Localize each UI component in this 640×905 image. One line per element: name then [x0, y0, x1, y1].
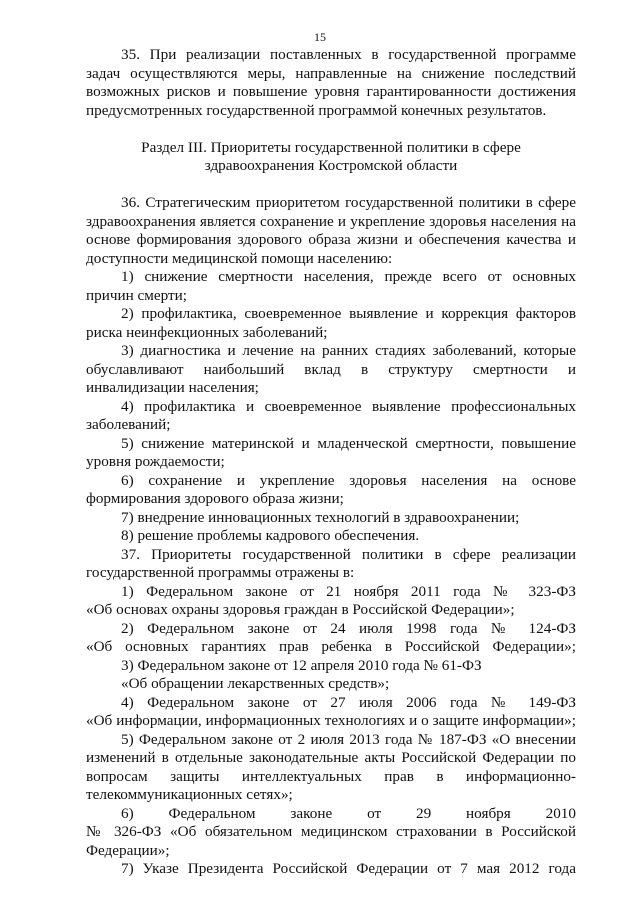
text-line: телекоммуникационных сетях»;: [86, 786, 293, 803]
text-line: 4) Федеральном законе от 27 июля 2006 года № 149-ФЗ: [121, 693, 576, 711]
text-line: 2) профилактика, своевременное выявление и коррекция факторов: [121, 305, 576, 322]
text-line: 3) диагностика и лечение на ранних стадиях заболеваний, которые: [121, 342, 576, 359]
text-line: возможных рисков и повышение уровня гарантированности достижения: [86, 83, 576, 100]
text-line: уровня рождаемости;: [86, 453, 225, 470]
text-line: Федерации»;: [86, 841, 170, 859]
text-line: вопросам защиты интеллектуальных прав в информационно-: [86, 767, 576, 785]
text-line: причин смерти;: [86, 286, 188, 304]
text-line: 1) снижение смертности населения, прежде всего от основных: [121, 268, 576, 285]
text-line: изменений в отдельные законодательные акты Российской Федерации по: [86, 749, 576, 766]
text-line: обуславливают наибольший вклад в структуру смертности и: [86, 360, 576, 378]
text-line: 37. Приоритеты государственной политики в сфере реализации: [121, 545, 576, 563]
text-line: «Об основах охраны здоровья граждан в Российской Федерации»;: [86, 601, 515, 618]
text-line: основе формирования здорового образа жизни и обеспечения качества и: [86, 231, 576, 248]
text-line: 2) Федеральном законе от 24 июля 1998 года № 124-ФЗ: [121, 619, 576, 637]
text-line: «Об основных гарантиях прав ребенка в Российской Федерации»;: [86, 638, 576, 655]
text-line: 1) Федеральном законе от 21 ноября 2011 года № 323-ФЗ: [121, 582, 576, 600]
text-line: 6) Федеральном законе от 29 ноября 2010: [121, 804, 576, 822]
text-line: 5) снижение материнской и младенческой смертности, повышение: [121, 434, 576, 452]
section-heading-line: Раздел III. Приоритеты государственной политики в сфере: [141, 138, 521, 156]
text-line: риска неинфекционных заболеваний;: [86, 323, 328, 341]
text-line: доступности медицинской помощи населению:: [86, 249, 393, 267]
text-line: 36. Стратегическим приоритетом государственной политики в сфере: [121, 194, 576, 211]
text-line: 7) внедрение инновационных технологий в здравоохранении;: [121, 508, 520, 526]
text-line: заболеваний;: [86, 416, 171, 433]
text-line: задач осуществляются меры, направленные на снижение последствий: [86, 64, 576, 82]
page-number: 15: [314, 30, 326, 44]
text-line: 6) сохранение и укрепление здоровья населения на основе: [121, 471, 576, 489]
text-line: предусмотренных государственной программой конечных результатов.: [86, 101, 547, 119]
text-line: формирования здорового образа жизни;: [86, 490, 344, 507]
text-line: 35. При реализации поставленных в государственной программе: [121, 46, 576, 63]
text-line: «Об информации, информационных технологиях и о защите информации»;: [86, 712, 576, 729]
text-line: здравоохранения является сохранение и укрепление здоровья населения на: [86, 212, 576, 230]
text-line: № 326-ФЗ «Об обязательном медицинском страховании в Российской: [86, 823, 576, 840]
text-line: 7) Указе Президента Российской Федерации от 7 мая 2012 года: [121, 860, 576, 877]
text-line: 4) профилактика и своевременное выявление профессиональных: [121, 397, 576, 415]
text-line: «Об обращении лекарственных средств»;: [121, 675, 390, 692]
text-line: 8) решение проблемы кадрового обеспечения.: [121, 527, 420, 544]
text-line: государственной программы отражены в:: [86, 564, 355, 581]
paragraph-gap: [86, 120, 576, 139]
document-body: [86, 46, 576, 879]
paragraph-gap: [86, 176, 576, 195]
section-heading-line: здравоохранения Костромской области: [204, 157, 458, 174]
text-line: инвалидизации населения;: [86, 379, 259, 396]
text-line: 5) Федеральном законе от 2 июля 2013 года № 187-ФЗ «О внесении: [121, 730, 576, 748]
text-line: 3) Федеральном законе от 12 апреля 2010 года № 61-ФЗ: [121, 656, 482, 674]
